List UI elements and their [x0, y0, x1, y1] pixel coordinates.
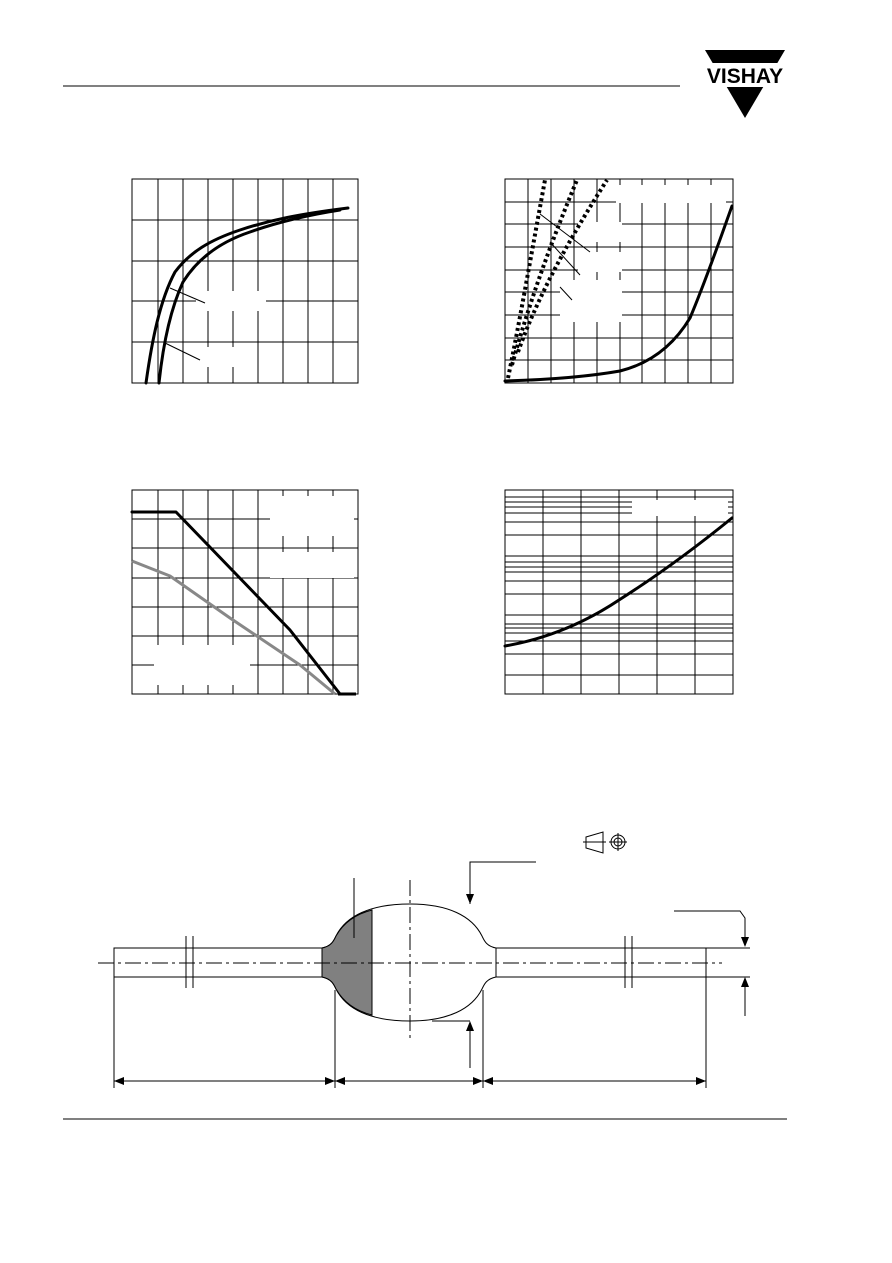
vishay-logo	[703, 50, 787, 118]
chart1-frame	[132, 179, 358, 383]
chart-dynamic-resistance	[505, 179, 733, 383]
first-angle-projection-icon	[583, 832, 627, 853]
chart1-grid	[132, 179, 358, 383]
chart1-label-box-lower	[196, 347, 242, 367]
chart2-label-box-1	[578, 222, 622, 242]
chart1-label-box-upper	[196, 291, 266, 311]
chart-forward-characteristics	[132, 179, 358, 383]
chart2-label-box-2	[578, 252, 622, 272]
package-outline-drawing	[98, 832, 750, 1088]
chart3-label-box-top	[270, 496, 354, 536]
chart4-label-box	[632, 500, 728, 516]
chart-capacitance	[505, 490, 733, 694]
chart2-dotted-curve-2	[512, 180, 577, 365]
chart2-label-box-3	[560, 280, 622, 322]
chart-power-derating	[132, 490, 358, 694]
chart2-label-box-top	[616, 185, 726, 203]
chart4-grid	[505, 490, 733, 694]
chart3-label-box-mid	[270, 552, 354, 578]
chart3-label-box-bottom	[154, 645, 250, 685]
vishay-logo-text: VISHAY	[706, 65, 784, 88]
